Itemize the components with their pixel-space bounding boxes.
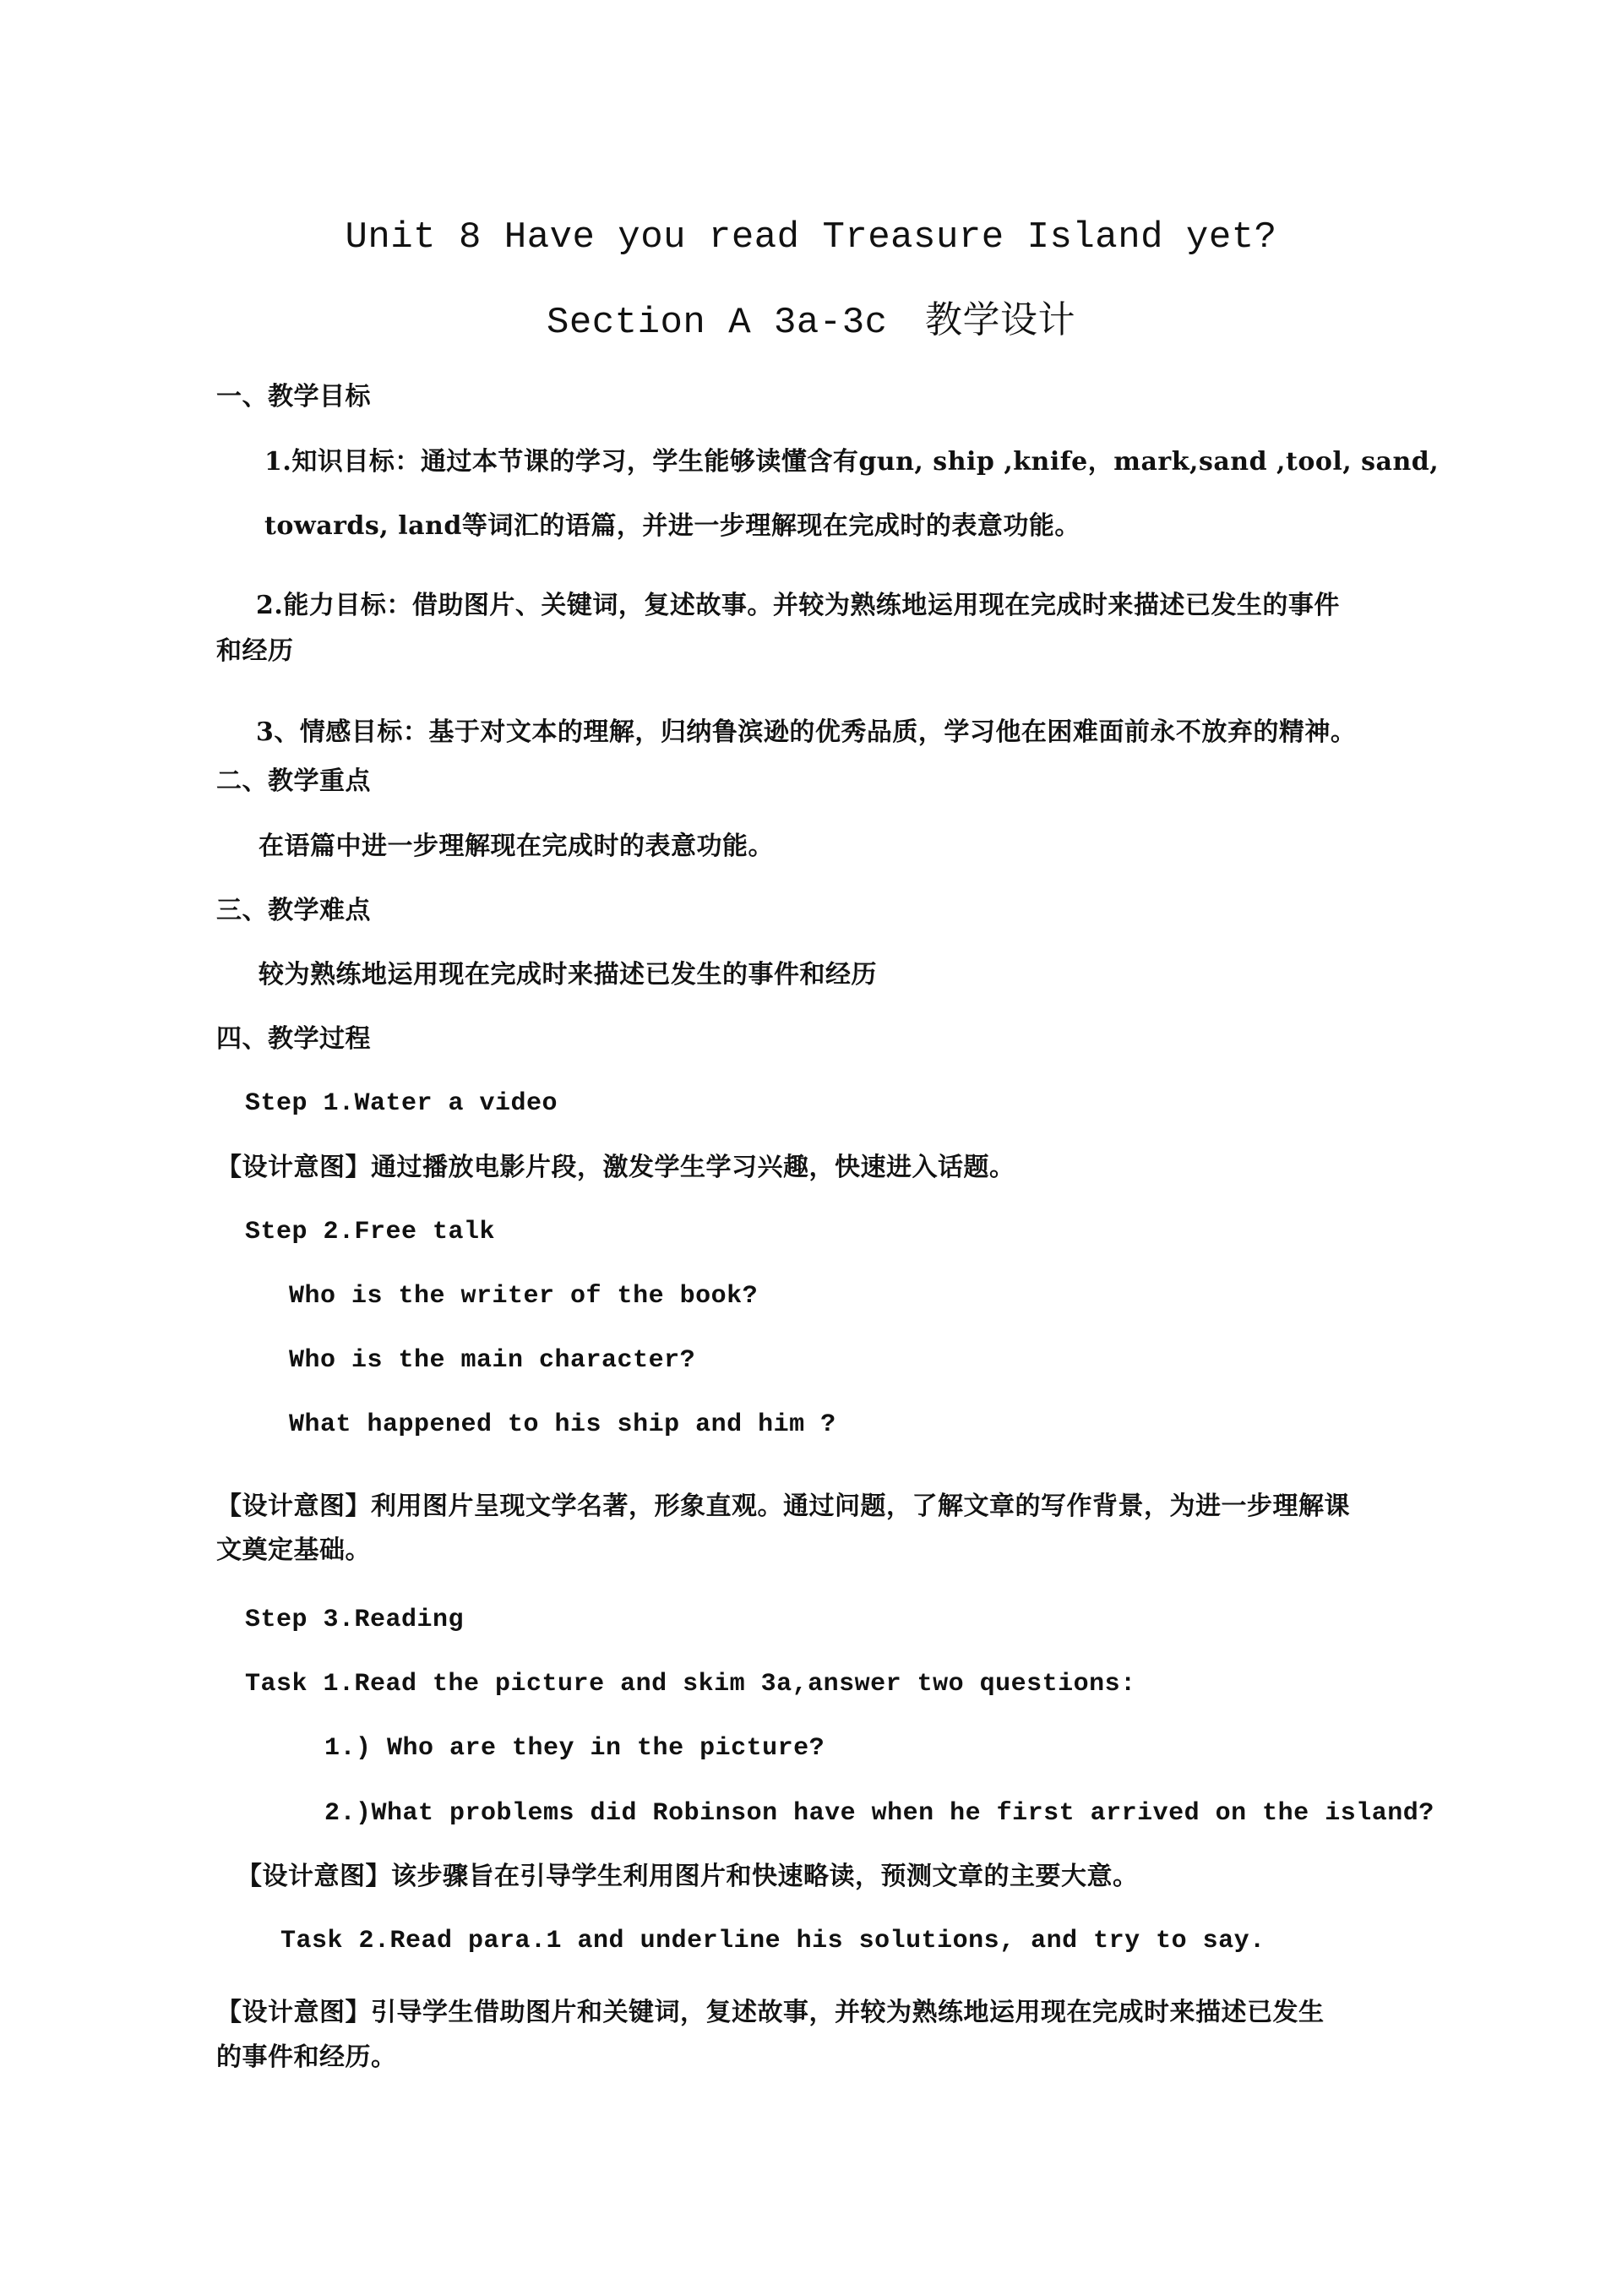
design-intent-1: 【设计意图】通过播放电影片段，激发学生学习兴趣，快速进入话题。 [216,1153,1015,1182]
goal-emotion: 3、情感目标：基于对文本的理解，归纳鲁滨逊的优秀品质，学习他在困难面前永不放弃的精神。 [256,717,1357,747]
goal-knowledge-line1: 1.知识目标：通过本节课的学习，学生能够读懂含有gun, ship ,knife，mark,sand ,tool, sand, [264,447,1440,477]
heading-teaching-focus: 二、教学重点 [216,766,371,796]
task-1-question-1: 1.) Who are they in the picture? [324,1734,825,1763]
document-title: Unit 8 Have you read Treasure Island yet? [345,216,1277,259]
teaching-focus-text: 在语篇中进一步理解现在完成时的表意功能。 [259,832,774,861]
design-intent-2-line2: 文奠定基础。 [216,1535,371,1565]
teaching-difficulty-text: 较为熟练地运用现在完成时来描述已发生的事件和经历 [259,960,877,990]
goal-ability-line1: 2.能力目标：借助图片、关键词，复述故事。并较为熟练地运用现在完成时来描述已发生的事件 [256,591,1340,620]
document-subtitle: Section A 3a-3c 教学设计 [546,302,1076,344]
goal-ability-line2: 和经历 [216,636,294,666]
design-intent-4-line1: 【设计意图】引导学生借助图片和关键词，复述故事，并较为熟练地运用现在完成时来描述已发生 [216,1998,1325,2027]
step-3: Step 3.Reading [245,1606,465,1634]
task-1-question-2: 2.)What problems did Robinson have when he first arrived on the island? [324,1799,1434,1828]
design-intent-2-line1: 【设计意图】利用图片呈现文学名著，形象直观。通过问题，了解文章的写作背景，为进一步理解课 [216,1492,1350,1521]
free-talk-question-2: Who is the main character? [289,1346,696,1375]
step-2: Step 2.Free talk [245,1218,496,1246]
step-1: Step 1.Water a video [245,1089,558,1118]
goal-knowledge-line2: towards, land等词汇的语篇，并进一步理解现在完成时的表意功能。 [264,511,1080,541]
task-2: Task 2.Read para.1 and underline his solutions, and try to say. [280,1927,1265,1955]
heading-teaching-process: 四、教学过程 [216,1024,371,1054]
heading-teaching-goals: 一、教学目标 [216,382,371,412]
design-intent-3: 【设计意图】该步骤旨在引导学生利用图片和快速略读，预测文章的主要大意。 [237,1862,1139,1891]
heading-teaching-difficulty: 三、教学难点 [216,896,371,925]
task-1: Task 1.Read the picture and skim 3a,answer two questions: [245,1670,1136,1699]
design-intent-4-line2: 的事件和经历。 [216,2042,397,2072]
free-talk-question-3: What happened to his ship and him ? [289,1410,836,1439]
free-talk-question-1: Who is the writer of the book? [289,1282,759,1311]
